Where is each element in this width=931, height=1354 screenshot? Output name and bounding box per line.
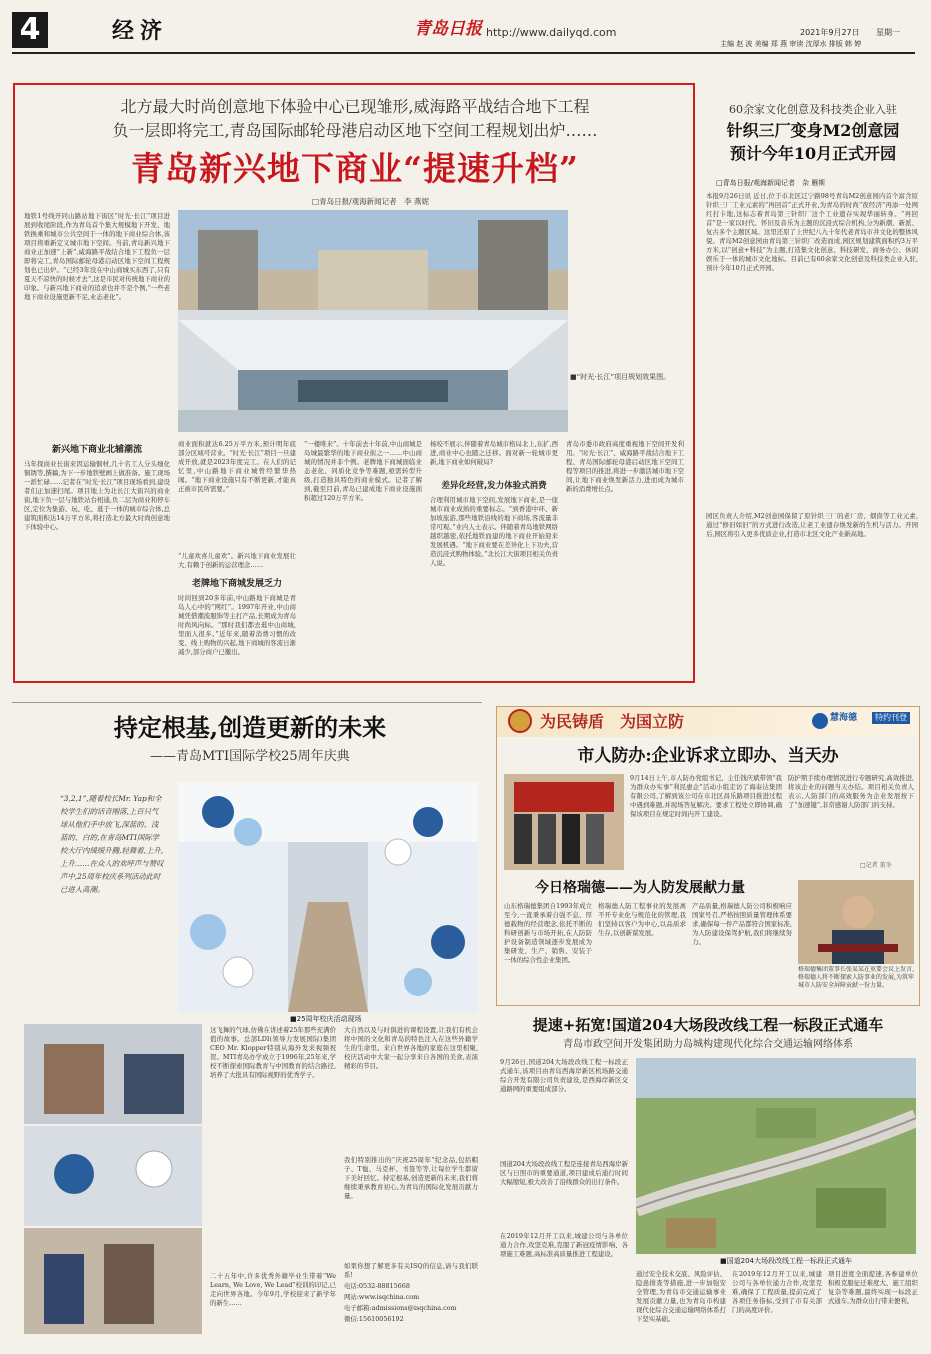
civil-defense-sub-text1: 山东格瑞德集团自1993年成立至今,一直秉承着自强不息、厚德载物的经营理念,依托不断的科研创新与市场开拓,在人防防护设备制造领域逐步发展成为集研发、生产、销售、安装于一体的综合性企业集团。 — [504, 902, 592, 964]
anniversary-photo-caption: ■25周年校庆活动现场 — [290, 1015, 362, 1023]
sidebar-subheadline: 60余家文化创意及科技类企业入驻 — [729, 103, 897, 116]
section-name: 经济 — [112, 18, 169, 44]
anniversary-web[interactable]: 网站:www.isqchina.com — [344, 1293, 420, 1301]
road-headline: 提速+拓宽!国道204大场段改线工程一标段正式通车 — [532, 1016, 884, 1034]
sidebar-headline-line2: 预计今年10月正式开园 — [729, 144, 897, 163]
anniversary-subline: ——青岛MTI国际学校25周年庆典 — [150, 749, 350, 764]
issue-date: 2021年9月27日 — [800, 28, 860, 37]
civil-defense-portrait-caption: 格瑞德集团董事长张某某在重要会议上发言,格瑞德人将不断探索人防事业的发展,为筑牢城市人防安全屏障贡献一份力量。 — [798, 966, 914, 989]
anniversary-email[interactable]: 电子邮箱:admissions@isqchina.com — [344, 1304, 457, 1312]
lead-rendering-photo — [178, 210, 568, 432]
civil-defense-headline: 市人防办:企业诉求立即办、当天办 — [577, 746, 839, 766]
civil-defense-text1: 9月14日上午,市人防办党组书记、主任钱庆斌带领“我为群众办实事”利民惠企”活动小组走访了海泰达集团有限公司,了解到该公司在市北区昌乐路项目推进过程中遇到难题,并现场答复解决。要求工程处立即协调,确保该项目在规定时间内开工建设。 — [630, 774, 782, 818]
sidebar-headline-line1: 针织三厂变身M2创意园 — [726, 121, 900, 140]
civil-defense-brand: 慧海德 — [830, 713, 858, 723]
civil-defense-brand-sub: 特约刊登 — [872, 712, 910, 724]
civil-defense-photo-caption: □记者 董冬 — [860, 862, 892, 869]
civil-defense-meeting-photo — [504, 774, 624, 870]
lead-col1-text2: 马年探商业长街来因运输铜材,几十名工人分头细化铜锈等,撰稿,为下一步地铁壁画上做准备。施工现场一派忙碌……记者在“时光·长江”项目现场看到,建设者们正加速扫尾。项目地上为北长江大街兴的商业街,地下负一层与地铁站台相通,负二层为商业和停车区,定位为集游、玩、吃、逛于一体的城市综合体,总建筑面积达14万平方米,将打造北方最大时尚创意地下体验中心。 — [24, 460, 170, 531]
brand-logo-icon — [812, 713, 828, 729]
anniversary-headline: 持定根基,创造更新的未来 — [113, 713, 387, 742]
lead-col2-text2: “儿童欢喜儿童欢”。新兴地下商业发展壮大,有赖于创新的运营理念…… — [178, 552, 296, 569]
lead-col2-text3: 时间回到20多年前,中山路地下商城是青岛人心中的“网红”。1997年开业,中山商城凭借潮流服饰等主打产品,长期成为青岛时尚风向标。“那时我们都去逛中山商城,里面人很多。”近年来,随着消费习惯的改变、线上购物的兴起,地下商城的客流日渐减少,部分商户已撤出。 — [178, 594, 296, 656]
anniversary-balloon-photo — [178, 782, 478, 1012]
anniversary-rule — [12, 702, 482, 703]
staff-credits: 主编 赵 波 美编 郑 燕 审读 沈厚水 排版 韩 婷 — [720, 40, 862, 48]
civil-defense-text2: 防护期手续办理情况进行专题研究,高效推进,将该企业的问题当天办结。项目相关负责人表示,人防部门的高效服务为企业发展按下了“加速键”,非常感谢人防部门的支持。 — [788, 774, 914, 809]
road-photo-caption: ■国道204大场段改线工程一标段正式通车 — [720, 1257, 852, 1265]
civil-defense-portrait-photo — [798, 880, 914, 964]
anniversary-col2-text2: 我们特别推出的“庆祝25周年”纪念品,包括帽子、T恤、马克杯、书签等等,让每位学生都留下美好回忆。持定根基,创造更新的未来,我们将继续秉承教育初心,为青岛的国际化发展贡献力量。 — [344, 1156, 478, 1200]
lead-col1-text: 地铁1号线开同山路站地下街区“时光·长江”项目进展到收尾阶段,作为青岛首个集大规模地下开发、地铁换乘和城市公共空间于一体的地下商业综合体,该项目将重新定义城市地下空间。当前,青岛新兴地下商业正加速“上新”,威海路平战结合地下工程负一层即将完工,青岛国际邮轮母港启动区地下空间工程规划也已出炉。“已经3年没在中山商城买东西了,只有夏天不凉快的时候才去”,这是市民对传统地下商业的印象。与新兴地下商业的追求也并不是个例,“一些老地下商业设施更新不足,业态老化”。 — [24, 212, 170, 301]
civil-defense-sub-headline: 今日格瑞德——为人防发展献力量 — [535, 880, 745, 896]
lead-photo-caption: ■“时光·长江”项目规划效果图。 — [570, 373, 671, 381]
page-number: 4 — [19, 12, 41, 47]
anniversary-intro: “3,2,1”,随着校长Mr. Yap和全校学生们的话音刚落,上百只气球从他们手中放飞,深蓝的、浅蓝的、白的,在青岛MTI国际学校大厅内缓缓升腾,轻舞着,上升,上升……在众人的欢呼声与赞叹声中,25周年校庆系列活动此时已进入高潮。 — [60, 794, 164, 894]
anniversary-col1-text2: 二十五年中,许多优秀外籍毕业生带着“We Learn, We Love, We Lead”校训的印记,已走向世界各地。今年9月,学校迎来了新学年的新生…… — [210, 1272, 336, 1307]
lead-col1-subhead: 新兴地下商业北辅潮流 — [51, 445, 142, 455]
civil-defense-banner-left: 为民铸盾 — [540, 712, 605, 731]
lead-kicker-line1: 北方最大时尚创意地下体验中心已现雏形,威海路平战结合地下工程 — [120, 97, 590, 116]
civil-defense-sub-text2: 格瑞德人防工程事业的发展离不开专业化与规范化的管理,我们坚持以客户为中心,以品质求生存,以创新谋发展。 — [598, 902, 686, 937]
road-text4: 通过安全技术交底、风险评估、隐患排查等措施,进一步加强安全管理,为青岛市交通运输事业发展贡献力量,也为青岛市构建现代化综合交通运输网络体系打下坚实基础。 — [636, 1270, 726, 1323]
civil-defense-sub-text3: 产品质量,格瑞德人防公司积极响应国家号召,严格按照质量管理体系要求,确保每一件产品都符合国家标准,为人防建设保驾护航,我们将继续努力。 — [692, 902, 792, 946]
sidebar-text: 本报9月26日讯 近日,位于市北区辽宁路98号青岛M2创意园内首个富含原针织三厂工业元素的“再回首”正式开业,为青岛的时尚“夜经济”再添一处网红打卡地,这标志着青岛第三针织厂这个工业遗存实现华丽转身。“再回首”是一家以时代、怀旧及音乐为主题的沉浸式综合机构,分为新潮、新派、复古多个主题区域。这里还原了上世纪八九十年代老青岛市井文化的整体风貌。青岛M2创意园由青岛第三针织厂改造而成,园区规划建筑面积约3万平方米,以“创意+科技”为主题,打造集文化创意、科技研发、商务办公、休闲娱乐于一体的城市文化地标。目前已有60余家文化创意及科技类企业入驻,预计今年10月正式开园。 — [706, 192, 918, 272]
civil-defense-banner-right: 为国立防 — [620, 712, 685, 731]
anniversary-phone: 电话:0532-88815668 — [344, 1282, 410, 1290]
road-aerial-photo — [636, 1058, 916, 1254]
road-subheadline: 青岛市政空间开发集团助力岛城构建现代化综合交通运输网络体系 — [563, 1039, 853, 1050]
anniversary-ceremony-photo — [24, 1024, 202, 1334]
masthead — [0, 0, 931, 60]
sidebar-byline: □青岛日报/观海新闻记者 杂 雁斯 — [716, 179, 826, 187]
road-text6: 项目进度全面提速,各参建单位积极克服征迁难度大、施工组织复杂等难题,最终实现一标段正式通车,为群众出行带来便利。 — [828, 1270, 918, 1305]
lead-col2-subhead: 老牌地下商城发展乏力 — [191, 579, 282, 589]
lead-col5-text: 青岛市委市政府高度重视地下空间开发利用。“时光·长江”、威海路平战结合地下工程、青岛国际邮轮母港启动区地下空间工程等项目的推进,将进一步激活城市地下空间,让地下商业焕发新活力,进而成为城市新的消费增长点。 — [566, 440, 684, 493]
lead-col4-text: 杨咬不展示,伴随着青岛城市格局北上,东扩,西进,商业中心也随之迁移。面对新一轮城市更新,地下商业如何破局? — [430, 440, 558, 466]
road-text3: 在2019年12月开工以来,城建公司与各单位通力合作,攻坚克难,克服了新冠疫情影响、各项施工难题,高标准高质量推进工程建设。 — [500, 1232, 628, 1258]
anniversary-col1-text: 这飞舞的气球,仿佛在讲述着25年那些充满价值的故事。总部LDI(领导力发展国际)集团CEO Mr. Klopper特别从海外发来视频祝贺。MTI青岛办学成立于1996年,25年来,学校不断探索国际教育与中国教育的结合路径,培养了大批具有国际视野的优秀学子。 — [210, 1026, 336, 1079]
anniversary-wechat: 微信:15610056192 — [344, 1315, 404, 1323]
paper-logo: 青岛日报 — [414, 19, 482, 39]
road-text1: 9月26日,国道204大场段改线工程一标段正式通车,该项目由青岛西海岸新区机场路交通综合开发有限公司负责建设,是西海岸新区交通路网的重要组成部分。 — [500, 1058, 628, 1093]
lead-headline: 青岛新兴地下商业“提速升档” — [131, 149, 579, 188]
road-text2: 国道204大场段改线工程是连接青岛西海岸新区与日照市的重要通道,项目建成后通行时间大幅缩短,极大改善了沿线群众的出行条件。 — [500, 1160, 628, 1186]
lead-kicker-line2: 负一层即将完工,青岛国际邮轮母港启动区地下空间工程规划出炉…… — [112, 121, 598, 140]
anniversary-col2-text: 大自然以及与时俱进的课程设置,让我们有机会将中国的文化和青岛的特色注入在这些外籍学生的生命里。来自世界各地的家庭在这里相聚,校庆活动中大家一起分享来自各国的美食,表演精彩的节目。 — [344, 1026, 478, 1070]
road-text5: 在2019年12月开工以来,城建公司与各单位通力合作,攻坚克难,确保了工程质量,提前完成了各项任务指标,受到了市有关部门的高度评价。 — [732, 1270, 822, 1314]
site-url[interactable]: http://www.dailyqd.com — [486, 26, 617, 39]
lead-col4-text2: 合理利用城市地下空间,发展地下商业,是一座城市商业成熟的重要标志。“到香港中环、新加坡旅游,那些地铁沿线的地下商场,客流量非常可观。”业内人士表示。伴随着青岛地铁网络越织越密,依托地铁而建的地下商业开始迎来发展机遇。“地下商业要在差异化上下功夫,营造沉浸式购物体验。”北长江大街项目相关负责人说。 — [430, 496, 558, 567]
anniversary-contact: 如果你想了解更多有关ISQ的信息,请与我们联系! — [344, 1262, 478, 1279]
masthead-rule — [12, 52, 915, 54]
sidebar-text2: 园区负责人介绍,M2创意园保留了原针织三厂的老厂房、烟囱等工业元素,通过“修旧如旧”的方式进行改造,让老工业遗存焕发新的生机与活力。开园后,园区将引入更多优质企业,打造市北区文化产业新高地。 — [706, 512, 918, 538]
issue-weekday: 星期一 — [876, 28, 900, 37]
emblem-icon — [508, 709, 532, 733]
lead-col2-text: 商业面积就达6.25万平方米,预计明年底部分区域可营业。“时光·长江”项目一旦建成开放,就是2023年度完工。在人们的记忆里,中山路地下商业城曾经繁华热闹。“地下商业设施只有不断更新,才能真正被市民所需要。” — [178, 440, 296, 493]
lead-byline: □青岛日报/观海新闻记者 李 燕妮 — [312, 197, 429, 206]
lead-col4-subhead: 差异化经营,发力体验式消费 — [441, 481, 547, 491]
lead-col3-text: “一楼唯来”。十年前去十年前,中山商城是岛城最繁华的地下商业街之一……中山商城的情况并非个例。老牌地下商城面临业态老化、同质化竞争等难题,亟需转型升级,打造独具特色的商业模式。记者了解到,截至目前,青岛已建成地下商业设施面积超过120万平方米。 — [304, 440, 422, 502]
